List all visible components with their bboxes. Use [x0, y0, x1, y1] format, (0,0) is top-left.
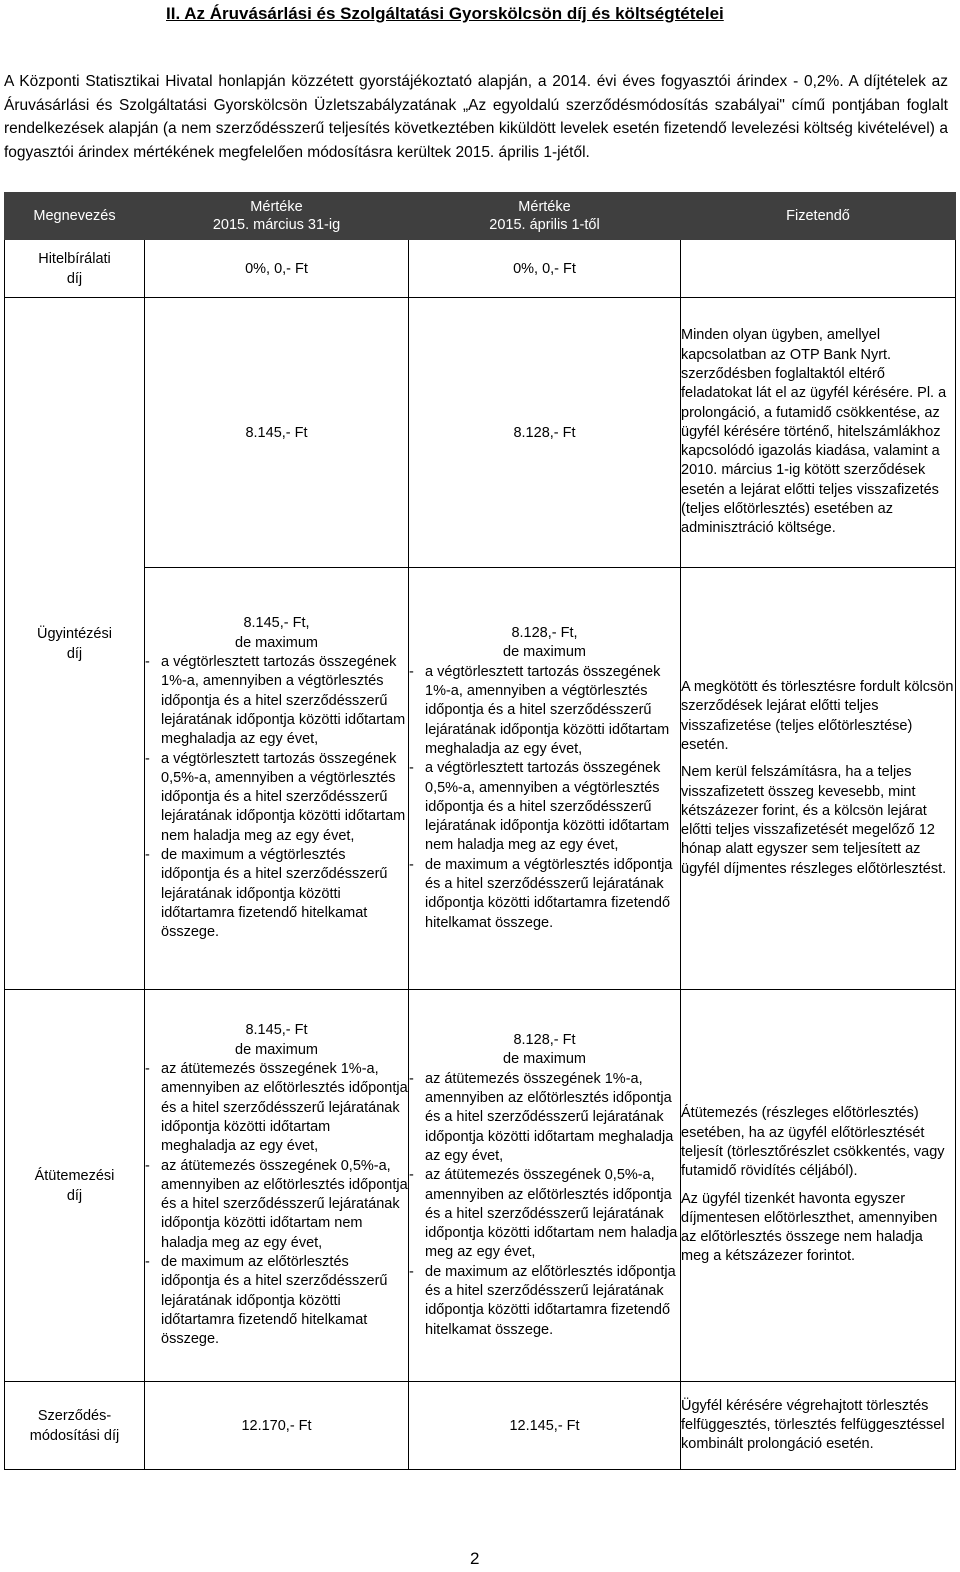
row-name-ugyintezesi: Ügyintézési díj	[5, 298, 145, 990]
new-value-hitelbiralati: 0%, 0,- Ft	[409, 240, 681, 298]
table-row	[5, 568, 956, 990]
list-item: - a végtörlesztett tartozás összegének 0,5%-a, amennyiben a végtörlesztés időpontja és a hitel szerződésszerű lejáratának időpontja közötti időtartam nem haladja meg az egy évet,	[409, 760, 670, 854]
list-item: - az átütemezés összegének 1%-a, amennyiben az előtörlesztés időpontja és a hitel szerződésszerű lejáratának időpontja közötti időtartam meghaladja az egy évet,	[409, 1070, 674, 1164]
new-value-ugyintezesi: 8.128,- Ft, de maximum - a végtörlesztett tartozás összegének 1%-a, amennyiben a végtörlesztés időpontja és a hitel szerződésszerű lejáratának időpontja közötti időtartam meghaladja az egy évet, - a végtörlesztett tartozás összegének 0,5%-a, amennyiben a végtörlesztés időpontja és a hitel szerződésszerű lejáratának időpontja közötti időtartam nem haladja meg az egy évet, - de maximum a végtörlesztés időpontja és a hitel szerződésszerű lejáratának időpontja közötti időtartamra fizetendő hitelkamat összege.	[409, 568, 681, 990]
header-new-value	[409, 193, 681, 240]
header-payer: Fizetendő	[681, 193, 956, 240]
note-ugyintezesi: A megkötött és törlesztésre fordult kölcsön szerződések lejárat előtti teljes visszafizetése (teljes előtörlesztése) esetén. Nem kerül felszámításra, ha a teljes visszafizetett összeg kevesebb, mint kétszázezer forint, és a kölcsön lejárat előtti teljes visszafizetését megelőző 12 hónap alatt egyszer sem teljesített az ügyfél díjmentes részleges előtörlesztést.	[681, 568, 956, 990]
note-atutemezesi: Átütemezés (részleges előtörlesztés) esetében, ha az ügyfél előtörlesztését teljesít (törlesztőrészlet csökkentés, vagy futamidő rövidítés céljából). Az ügyfél tizenkét havonta egyszer díjmentesen előtörleszthet, amennyiben az előtörlesztés összege nem haladja meg a kétszázezer forintot.	[681, 990, 956, 1382]
list-item: - de maximum a végtörlesztés időpontja és a hitel szerződésszerű lejáratának időpontja közötti időtartamra fizetendő hitelkamat összege.	[145, 847, 388, 941]
header-name: Megnevezés	[5, 193, 145, 240]
note-admin: Minden olyan ügyben, amellyel kapcsolatban az OTP Bank Nyrt. szerződésben foglaltaktól eltérő feladatokat lát el az ügyfél kérésére. Pl. a prolongáció, a futamidő csökkentése, az ügyfél kérésére történő, hitelszámlákhoz kapcsolódó igazolás kiadása, valamint a 2010. március 1-ig kötött szerződések esetén a lejárat előtti teljes visszafizetés (teljes előtörlesztés) esetében az adminisztráció költsége.	[681, 298, 956, 568]
new-value-atutemezesi: 8.128,- Ft de maximum - az átütemezés összegének 1%-a, amennyiben az előtörlesztés időpontja és a hitel szerződésszerű lejáratának időpontja közötti időtartam meghaladja az egy évet, - az átütemezés összegének 0,5%-a, amennyiben az előtörlesztés időpontja és a hitel szerződésszerű lejáratának időpontja közötti időtartam nem haladja meg az egy évet, - de maximum az előtörlesztés időpontja és a hitel szerződésszerű lejáratának időpontja közötti időtartamra fizetendő hitelkamat összege.	[409, 990, 681, 1382]
old-value-atutemezesi: 8.145,- Ft de maximum - az átütemezés összegének 1%-a, amennyiben az előtörlesztés időpontja és a hitel szerződésszerű lejáratának időpontja közötti időtartam meghaladja az egy évet, - az átütemezés összegének 0,5%-a, amennyiben az előtörlesztés időpontja és a hitel szerződésszerű lejáratának időpontja közötti időtartam nem haladja meg az egy évet, - de maximum az előtörlesztés időpontja és a hitel szerződésszerű lejáratának időpontja közötti időtartamra fizetendő hitelkamat összege.	[145, 990, 409, 1382]
old-value-hitelbiralati: 0%, 0,- Ft	[145, 240, 409, 298]
row-name-atutemezesi: Átütemezési díj	[5, 990, 145, 1382]
header-old-date: 2015. március 31-ig	[212, 217, 341, 233]
list-item: - a végtörlesztett tartozás összegének 1%-a, amennyiben a végtörlesztés időpontja és a hitel szerződésszerű lejáratának időpontja közötti időtartam meghaladja az egy évet,	[409, 663, 670, 757]
intro-paragraph: A Központi Statisztikai Hivatal honlapján közzétett gyorstájékoztató alapján, a 2014. évi éves fogyasztói árindex - 0,2%. A díjtételek az Áruvásárlási és Szolgáltatási Gyorskölcsön Üzletszabályzatának „Az egyoldalú szerződésmódosítás szabályai" című pontjában foglalt rendelkezések alapján (a nem szerződésszerű teljesítés következtében kiküldött levelek esetén fizetendő levelezési költség kivételével) a fogyasztói árindex mértékének megfelelően módosításra kerültek 2015. április 1-jétől.	[4, 73, 948, 161]
row-name-hitelbiralati: Hitelbírálati díj	[5, 240, 145, 298]
list-item: - de maximum a végtörlesztés időpontja és a hitel szerződésszerű lejáratának időpontja közötti időtartamra fizetendő hitelkamat összege.	[409, 856, 673, 931]
table-row	[5, 240, 956, 298]
table-row	[5, 298, 956, 568]
header-new-date: 2015. április 1-től	[489, 217, 600, 233]
table-row	[5, 1382, 956, 1470]
old-value-szerzodesmodositasi: 12.170,- Ft	[145, 1382, 409, 1470]
note-hitelbiralati	[681, 240, 956, 298]
new-value-admin: 8.128,- Ft	[409, 298, 681, 568]
header-old-value	[145, 193, 409, 240]
list-item: - a végtörlesztett tartozás összegének 0,5%-a, amennyiben a végtörlesztés időpontja és a hitel szerződésszerű lejáratának időpontja közötti időtartam nem haladja meg az egy évet,	[145, 750, 406, 844]
old-value-admin: 8.145,- Ft	[145, 298, 409, 568]
list-item: - a végtörlesztett tartozás összegének 1%-a, amennyiben a végtörlesztés időpontja és a hitel szerződésszerű lejáratának időpontja közötti időtartam meghaladja az egy évet,	[145, 654, 406, 748]
table-header-row	[5, 193, 956, 240]
fee-table	[4, 192, 956, 1470]
list-item: - de maximum az előtörlesztés időpontja és a hitel szerződésszerű lejáratának időpontja közötti időtartamra fizetendő hitelkamat összege.	[409, 1263, 676, 1338]
list-item: - de maximum az előtörlesztés időpontja és a hitel szerződésszerű lejáratának időpontja közötti időtartamra fizetendő hitelkamat összege.	[145, 1254, 388, 1348]
section-heading: II. Az Áruvásárlási és Szolgáltatási Gyorskölcsön díj és költségtételei	[166, 4, 724, 23]
note-szerzodesmodositasi: Ügyfél kérésére végrehajtott törlesztés felfüggesztés, törlesztés felfüggesztéssel kombinált prolongáció esetén.	[681, 1382, 956, 1470]
table-row	[5, 990, 956, 1382]
header-new-label: Mértéke	[518, 199, 571, 215]
list-item: - az átütemezés összegének 0,5%-a, amennyiben az előtörlesztés időpontja és a hitel szerződésszerű lejáratának időpontja közötti időtartam nem haladja meg az egy évet,	[409, 1167, 678, 1261]
row-name-szerzodesmodositasi: Szerződés- módosítási díj	[5, 1382, 145, 1470]
list-item: - az átütemezés összegének 1%-a, amennyiben az előtörlesztés időpontja és a hitel szerződésszerű lejáratának időpontja közötti időtartam meghaladja az egy évet,	[145, 1061, 408, 1155]
old-value-ugyintezesi: 8.145,- Ft, de maximum - a végtörlesztett tartozás összegének 1%-a, amennyiben a végtörlesztés időpontja és a hitel szerződésszerű lejáratának időpontja közötti időtartam meghaladja az egy évet, - a végtörlesztett tartozás összegének 0,5%-a, amennyiben a végtörlesztés időpontja és a hitel szerződésszerű lejáratának időpontja közötti időtartam nem haladja meg az egy évet, - de maximum a végtörlesztés időpontja és a hitel szerződésszerű lejáratának időpontja közötti időtartamra fizetendő hitelkamat összege.	[145, 568, 409, 990]
new-value-szerzodesmodositasi: 12.145,- Ft	[409, 1382, 681, 1470]
header-old-label: Mértéke	[250, 199, 303, 215]
list-item: - az átütemezés összegének 0,5%-a, amennyiben az előtörlesztés időpontja és a hitel szerződésszerű lejáratának időpontja közötti időtartam nem haladja meg az egy évet,	[145, 1157, 408, 1251]
page-number: 2	[470, 1549, 480, 1568]
